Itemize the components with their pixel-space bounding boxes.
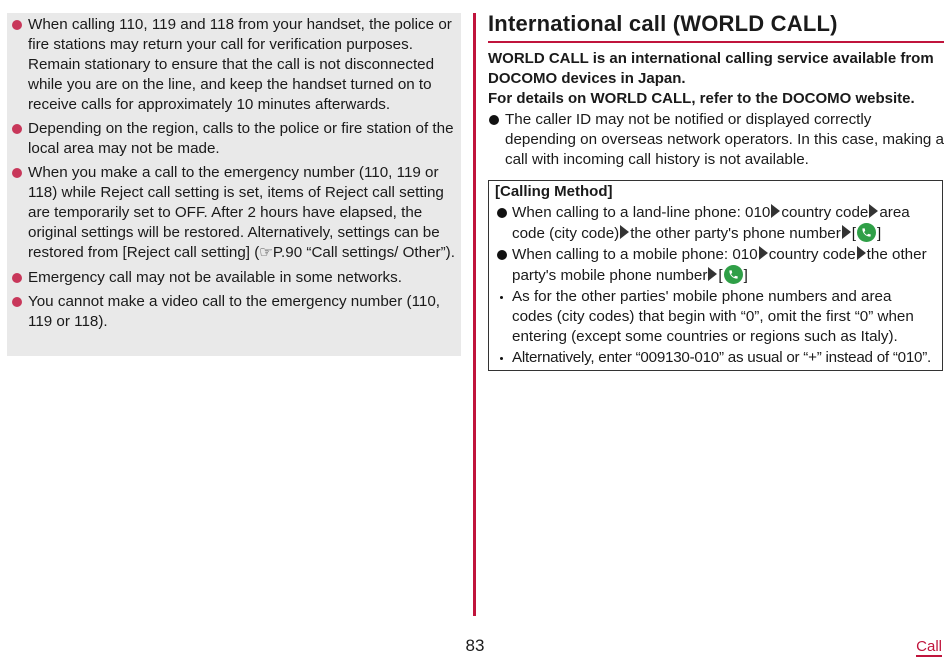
caller-id-note-text: The caller ID may not be notified or displayed correctly depending on overseas network operators. In this case, making a call with incoming call history is not available.: [505, 111, 945, 168]
bracket: [: [718, 267, 723, 284]
section-title: International call (WORLD CALL): [488, 10, 944, 43]
arrow-right-icon: [620, 225, 629, 239]
method-text: the other party's mobile phone number: [512, 246, 927, 284]
note-text: When calling 110, 119 and 118 from your handset, the police or fire stations may return your call for verification purposes. Remain stationary to ensure that the call is not disconnected while you are on the line, and keep the handset turned on to receive calls for approximately 10 minutes afterwards.: [28, 16, 452, 113]
method-text: country code: [781, 204, 869, 221]
calling-method-title: [Calling Method]: [495, 183, 613, 200]
bullet-icon: [497, 208, 507, 218]
bullet-icon: [489, 115, 499, 125]
mobile-method: [495, 244, 936, 286]
sub-note-text: Alternatively, enter “009130-010” as usual or “+” instead of “010”.: [512, 349, 931, 366]
intro-text: [488, 49, 944, 109]
bracket: ]: [877, 225, 882, 242]
note-item: [11, 119, 457, 159]
calling-method-box: [488, 180, 943, 371]
note-text: When you make a call to the emergency number (110, 119 or 118) while Reject call setting is set, items of Reject call setting are temporarily set to OFF. After 2 hours have elapsed, the original settings will be restored. Alternatively, settings can be restored from [Reject call setting] (☞P.90 “Call settings/ Other”).: [28, 164, 455, 262]
bullet-icon: [12, 124, 22, 134]
phone-call-icon: [724, 265, 743, 284]
arrow-right-icon: [759, 246, 768, 260]
note-item: [11, 268, 457, 288]
arrow-right-icon: [869, 204, 878, 218]
method-text: When calling to a mobile phone: 010: [512, 246, 758, 263]
method-text: country code: [768, 246, 856, 263]
arrow-right-icon: [708, 267, 717, 281]
intro-line: WORLD CALL is an international calling service available from DOCOMO devices in Japan.: [488, 50, 934, 87]
bullet-icon: [12, 168, 22, 178]
phone-call-icon: [857, 223, 876, 242]
bullet-icon: [497, 250, 507, 260]
column-divider: [473, 13, 476, 616]
caller-id-note: [488, 110, 944, 170]
small-bullet-icon: [500, 296, 503, 299]
arrow-right-icon: [857, 246, 866, 260]
method-text: area code (city code): [512, 204, 910, 242]
bracket: ]: [743, 267, 748, 284]
landline-method: [495, 202, 936, 244]
note-item: [11, 163, 457, 263]
intro-line: For details on WORLD CALL, refer to the DOCOMO website.: [488, 90, 915, 107]
arrow-right-icon: [771, 204, 780, 218]
world-call-section: [488, 10, 944, 371]
notes-box: [7, 13, 461, 356]
method-text: When calling to a land-line phone: 010: [512, 204, 771, 221]
method-text: the other party's phone number: [630, 225, 841, 242]
small-bullet-icon: [500, 357, 503, 360]
note-text: Depending on the region, calls to the police or fire station of the local area may not be made.: [28, 120, 454, 158]
bullet-icon: [12, 20, 22, 30]
sub-note: [495, 287, 936, 347]
arrow-right-icon: [842, 225, 851, 239]
sub-note: [495, 348, 936, 368]
page-number: 83: [465, 636, 485, 655]
note-item: [11, 292, 457, 332]
note-item: [11, 15, 457, 115]
note-text: You cannot make a video call to the emergency number (110, 119 or 118).: [28, 292, 440, 330]
sub-note-text: As for the other parties' mobile phone numbers and area codes (city codes) that begin with “0”, omit the first “0” when entering (except some countries or regions such as Italy).: [512, 288, 914, 345]
section-link-call[interactable]: Call: [916, 638, 942, 655]
bracket: [: [851, 225, 857, 242]
note-text: Emergency call may not be available in some networks.: [28, 268, 402, 286]
bullet-icon: [12, 297, 22, 307]
bullet-icon: [12, 273, 22, 283]
